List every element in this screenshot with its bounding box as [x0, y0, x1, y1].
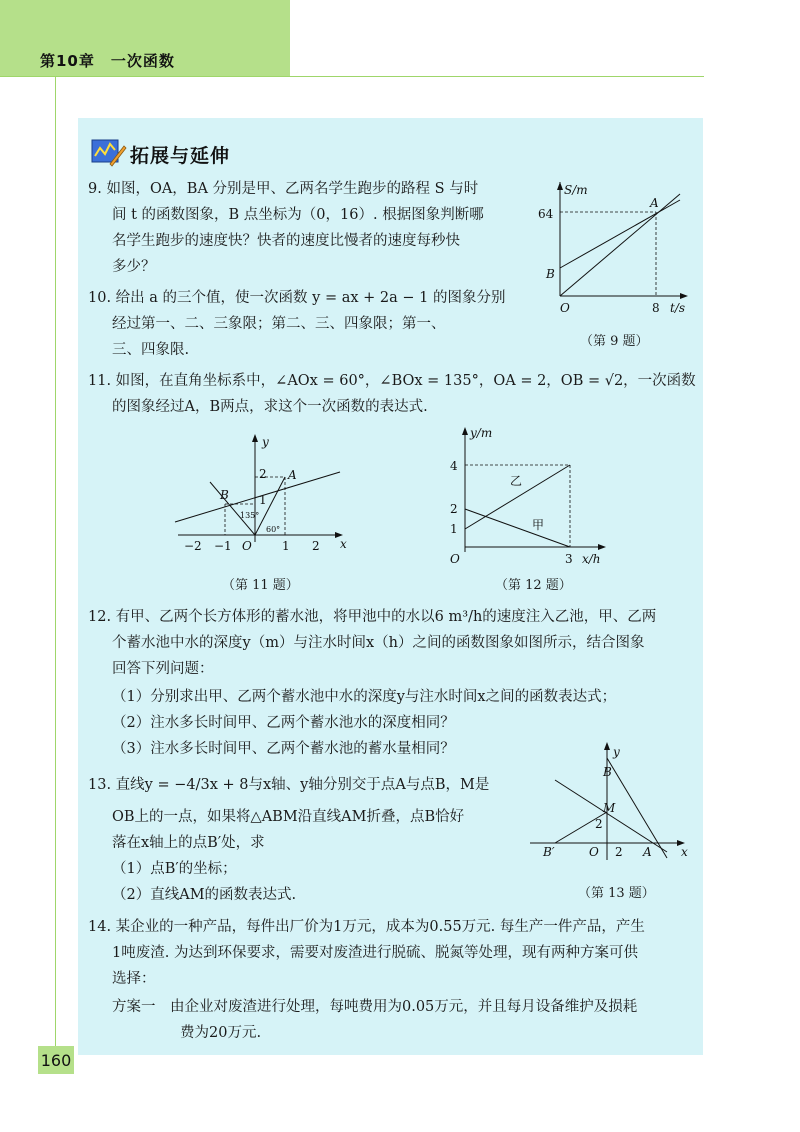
fig11-x-tick-1: 1: [282, 539, 290, 553]
fig11-x-label: x: [340, 537, 347, 551]
problem-14-line-1: 14. 某企业的一种产品，每件出厂价为1万元，成本为0.55万元. 每生产一件产品，产生: [88, 919, 645, 935]
fig11-angle-135: 135°: [240, 511, 260, 520]
problem-12-line-1: 12. 有甲、乙两个长方体形的蓄水池，将甲池中的水以6 m³/h的速度注入乙池，甲、乙两: [88, 609, 657, 625]
problem-9-line-3: 名学生跑步的速度快？快者的速度比慢者的速度每秒快: [112, 233, 460, 249]
fig11-x-tick-neg2: −2: [184, 539, 202, 553]
fig9-point-B: B: [546, 267, 555, 281]
fig12-y-tick-2: 2: [450, 502, 458, 516]
problem-12-part-3: （3）注水多长时间甲、乙两个蓄水池的蓄水量相同？: [112, 741, 455, 757]
problem-14-line-3: 选择：: [112, 971, 156, 987]
fig12-label-yi: 乙: [510, 474, 523, 488]
fig12-label-jia: 甲: [532, 518, 545, 532]
problem-10-line-2: 经过第一、二、三象限；第二、三、四象限；第一、: [112, 316, 446, 332]
fig12-y-label: y/m: [470, 426, 493, 440]
fig9-y-label: S/m: [564, 183, 588, 197]
fig11-y-label: y: [262, 435, 269, 449]
problem-13-line-3: 落在x轴上的点B′处，求: [112, 835, 265, 851]
fig11-angle-60: 60°: [266, 525, 281, 534]
pencil-chart-icon: [90, 136, 126, 168]
problem-13-line-2: OB上的一点，如果将△ABM沿直线AM折叠，点B恰好: [112, 809, 465, 825]
figure-13-graph: [525, 740, 700, 865]
fig11-x-tick-2: 2: [312, 539, 320, 553]
fig13-origin: O: [589, 845, 599, 859]
figure-9-graph: [520, 182, 700, 322]
fig9-x-tick: 8: [652, 301, 660, 315]
fig13-x-label: x: [681, 845, 688, 859]
fig9-line-BA: [560, 200, 680, 268]
problem-10-line-3: 三、四象限.: [112, 342, 190, 358]
problem-14-option-1: 方案一 由企业对废渣进行处理，每吨费用为0.05万元，并且每月设备维护及损耗: [112, 999, 638, 1015]
fig11-origin: O: [242, 539, 252, 553]
problem-9-line-1: 9. 如图，OA，BA 分别是甲、乙两名学生跑步的路程 S 与时: [88, 181, 479, 197]
problem-14-line-2: 1吨废渣. 为达到环保要求，需要对废渣进行脱硫、脱氮等处理，现有两种方案可供: [112, 945, 638, 961]
fig11-point-A: A: [288, 468, 297, 482]
problem-9-line-2: 间 t 的函数图象，B 点坐标为（0，16）. 根据图象判断哪: [112, 207, 484, 223]
header-divider: [0, 76, 704, 77]
fig11-point-B: B: [220, 488, 229, 502]
problem-12-line-3: 回答下列问题：: [112, 661, 214, 677]
figure-13-caption: （第 13 题）: [578, 886, 655, 901]
fig13-x-tick-2: 2: [615, 845, 623, 859]
fig13-line-AM: [555, 780, 667, 852]
figure-12-caption: （第 12 题）: [495, 578, 572, 593]
figure-9-caption: （第 9 题）: [580, 334, 649, 349]
figure-11-caption: （第 11 题）: [222, 578, 299, 593]
chapter-title: 第10章 一次函数: [40, 52, 175, 70]
fig11-y-tick-2: 2: [259, 467, 267, 481]
fig13-point-B-prime: B′: [543, 845, 555, 859]
fig9-x-label: t/s: [670, 301, 686, 315]
fig12-origin: O: [450, 552, 460, 566]
problem-13-part-2: （2）直线AM的函数表达式.: [112, 887, 297, 903]
problem-11-line-2: 的图象经过A，B两点，求这个一次函数的表达式.: [112, 399, 428, 415]
figure-11-graph: [170, 432, 350, 562]
margin-line: [55, 77, 56, 1047]
fig12-y-tick-4: 4: [450, 459, 458, 473]
problem-13-part-1: （1）点B′的坐标；: [112, 861, 237, 877]
fig9-origin: O: [560, 301, 570, 315]
problem-11-line-1: 11. 如图，在直角坐标系中，∠AOx = 60°，∠BOx = 135°，OA = 2，OB = √2，一次函数: [88, 373, 696, 389]
page-number-box: [38, 1046, 74, 1074]
fig11-y-tick-1: 1: [259, 493, 267, 507]
fig12-x-label: x/h: [582, 552, 601, 566]
fig13-point-M: M: [603, 801, 616, 815]
fig9-point-A: A: [650, 196, 659, 210]
fig9-y-tick: 64: [538, 207, 554, 221]
problem-12-line-2: 个蓄水池中水的深度y（m）与注水时间x（h）之间的函数图象如图所示，结合图象: [112, 635, 645, 651]
fig9-line-OA: [560, 194, 680, 296]
fig12-line-jia: [465, 509, 570, 547]
page-number: 160: [40, 1051, 72, 1070]
problem-13-line-1: 13. 直线y = −4/3x + 8与x轴、y轴分别交于点A与点B，M是: [88, 777, 490, 793]
fig12-x-tick-3: 3: [565, 552, 573, 566]
fig12-y-tick-1: 1: [450, 522, 458, 536]
section-title: 拓展与延伸: [130, 145, 231, 167]
fig13-y-tick-2: 2: [595, 817, 603, 831]
problem-10-line-1: 10. 给出 a 的三个值，使一次函数 y = ax + 2a − 1 的图象分别: [88, 290, 506, 306]
figure-12-graph: [440, 425, 620, 570]
problem-12-part-2: （2）注水多长时间甲、乙两个蓄水池水的深度相同？: [112, 715, 455, 731]
problem-9-line-4: 多少？: [112, 259, 156, 275]
fig13-point-A: A: [643, 845, 652, 859]
problem-12-part-1: （1）分别求出甲、乙两个蓄水池中水的深度y与注水时间x之间的函数表达式；: [112, 689, 617, 705]
fig11-x-tick-neg1: −1: [214, 539, 232, 553]
fig13-y-label: y: [613, 745, 620, 759]
fig13-point-B: B: [603, 765, 612, 779]
problem-14-option-1-cont: 费为20万元.: [180, 1025, 262, 1041]
